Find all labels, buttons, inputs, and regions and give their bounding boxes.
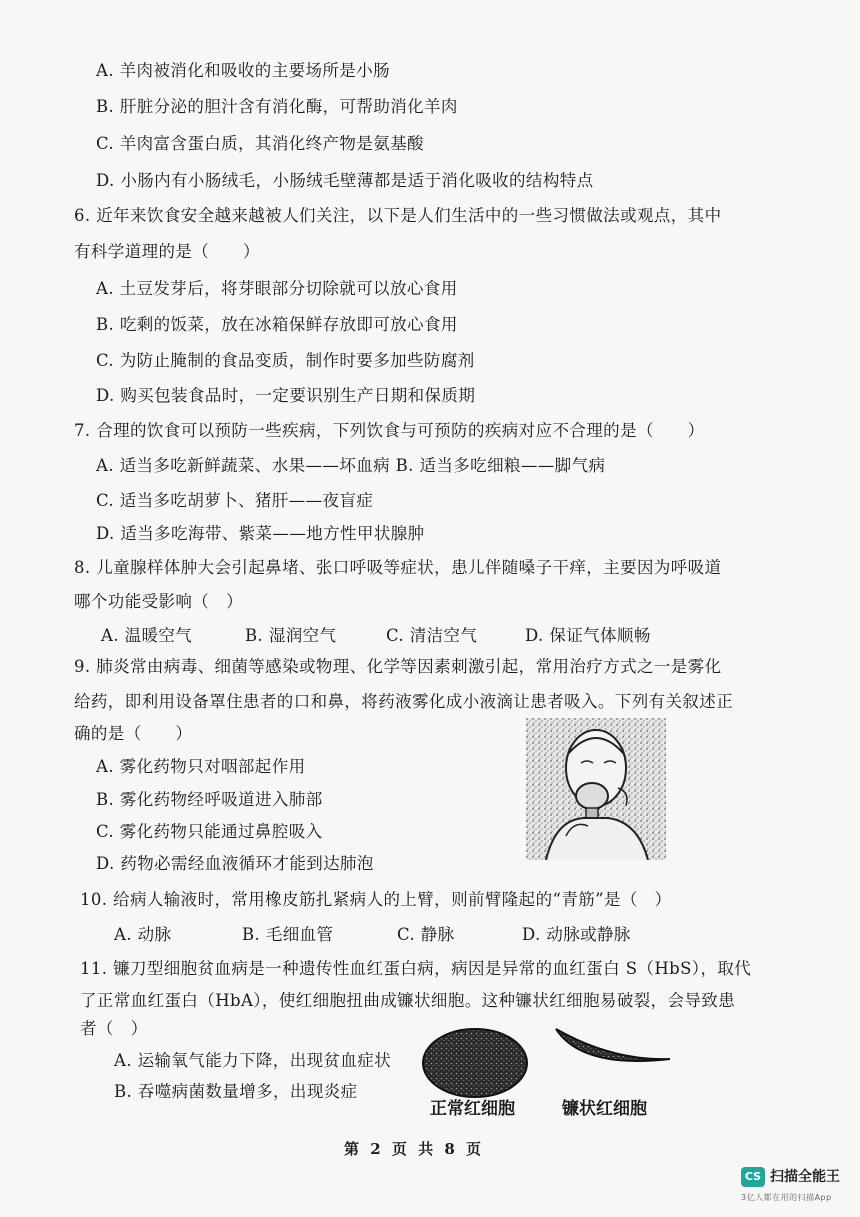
q8-stem-line1: 8. 儿童腺样体肿大会引起鼻堵、张口呼吸等症状，患儿伴随嗓子干痒，主要因为呼吸道 <box>74 558 722 577</box>
normal-cell-caption: 正常红细胞 <box>430 1099 515 1119</box>
q11-option-b: B. 吞噬病菌数量增多，出现炎症 <box>114 1082 358 1101</box>
q9-option-a: A. 雾化药物只对咽部起作用 <box>96 757 306 776</box>
q8-option-c: C. 清洁空气 <box>386 626 478 645</box>
sickle-cell-caption: 镰状红细胞 <box>562 1099 647 1119</box>
q6-option-b: B. 吃剩的饭菜，放在冰箱保鲜存放即可放心食用 <box>96 315 458 334</box>
q9-stem-line3: 确的是（ ） <box>74 724 193 743</box>
camscanner-name: 扫描全能王 <box>770 1169 840 1185</box>
q6-stem-line1: 6. 近年来饮食安全越来越被人们关注，以下是人们生活中的一些习惯做法或观点，其中 <box>74 206 722 225</box>
q6-option-d: D. 购买包装食品时，一定要识别生产日期和保质期 <box>96 386 476 405</box>
q6-option-a: A. 土豆发芽后，将芽眼部分切除就可以放心食用 <box>96 279 458 298</box>
q11-stem-line2: 了正常血红蛋白（HbA），使红细胞扭曲成镰状细胞。这种镰状红细胞易破裂，会导致患 <box>80 991 736 1010</box>
camscanner-tagline: 3亿人都在用的扫描App <box>741 1193 832 1202</box>
q5-option-a: A. 羊肉被消化和吸收的主要场所是小肠 <box>96 61 391 80</box>
q6-stem-line2: 有科学道理的是（ ） <box>74 242 260 261</box>
q9-option-d: D. 药物必需经血液循环才能到达肺泡 <box>96 854 374 873</box>
q9-option-b: B. 雾化药物经呼吸道进入肺部 <box>96 790 323 809</box>
q7-stem: 7. 合理的饮食可以预防一些疾病，下列饮食与可预防的疾病对应不合理的是（ ） <box>74 421 705 440</box>
q11-stem-line1: 11. 镰刀型细胞贫血病是一种遗传性血红蛋白病，病因是异常的血红蛋白 S（HbS），取代 <box>80 959 752 978</box>
q10-option-c: C. 静脉 <box>397 925 455 944</box>
q7-option-ab: A. 适当多吃新鲜蔬菜、水果——坏血病 B. 适当多吃细粮——脚气病 <box>96 456 606 475</box>
q8-option-a: A. 温暖空气 <box>101 626 193 645</box>
q9-stem-line1: 9. 肺炎常由病毒、细菌等感染或物理、化学等因素刺激引起，常用治疗方式之一是雾化 <box>74 657 722 676</box>
q7-option-c: C. 适当多吃胡萝卜、猪肝——夜盲症 <box>96 491 374 510</box>
q5-option-d: D. 小肠内有小肠绒毛，小肠绒毛壁薄都是适于消化吸收的结构特点 <box>96 171 594 190</box>
q6-option-c: C. 为防止腌制的食品变质，制作时要多加些防腐剂 <box>96 351 475 370</box>
q8-stem-line2: 哪个功能受影响（ ） <box>74 592 243 611</box>
page-number-footer: 第 2 页 共 8 页 <box>344 1140 484 1158</box>
q10-option-a: A. 动脉 <box>114 925 172 944</box>
q8-option-d: D. 保证气体顺畅 <box>525 626 651 645</box>
sickle-red-blood-cell-illustration <box>552 1025 672 1075</box>
q9-option-c: C. 雾化药物只能通过鼻腔吸入 <box>96 822 323 841</box>
q9-stem-line2: 给药，即利用设备罩住患者的口和鼻，将药液雾化成小液滴让患者吸入。下列有关叙述正 <box>74 692 734 711</box>
camscanner-logo-icon: CS <box>741 1167 765 1187</box>
q11-stem-line3: 者（ ） <box>80 1019 148 1038</box>
q10-option-d: D. 动脉或静脉 <box>522 925 631 944</box>
nebulizer-patient-illustration <box>526 718 666 860</box>
q10-stem: 10. 给病人输液时，常用橡皮筋扎紧病人的上臂，则前臂隆起的“青筋”是（ ） <box>80 890 672 909</box>
q5-option-c: C. 羊肉富含蛋白质，其消化终产物是氨基酸 <box>96 134 424 153</box>
q5-option-b: B. 肝脏分泌的胆汁含有消化酶，可帮助消化羊肉 <box>96 97 458 116</box>
q11-option-a: A. 运输氧气能力下降，出现贫血症状 <box>114 1051 392 1070</box>
q10-option-b: B. 毛细血管 <box>242 925 334 944</box>
normal-red-blood-cell-illustration <box>420 1027 530 1099</box>
q7-option-d: D. 适当多吃海带、紫菜——地方性甲状腺肿 <box>96 524 425 543</box>
q8-option-b: B. 湿润空气 <box>245 626 337 645</box>
